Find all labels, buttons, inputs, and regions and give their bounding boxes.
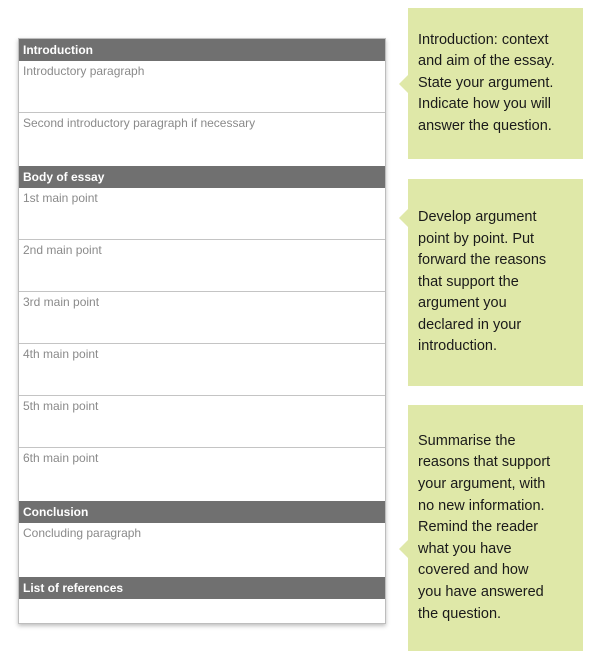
main-point-box-4 (19, 344, 385, 396)
conclusion-note-text: Summarise the reasons that support your argument, with no new information. Remind the reader what you have covered and how you have answered the question. (418, 432, 551, 622)
main-point-label-5: 5th main point (23, 399, 99, 413)
introduction-header: Introduction (19, 39, 385, 61)
conclusion-note (408, 405, 583, 651)
body-note (408, 179, 583, 386)
references-box (19, 599, 385, 623)
introductory-paragraph-box (19, 61, 385, 113)
main-point-box-1 (19, 188, 385, 240)
introduction-note-text: Introduction: context and aim of the essay. State your argument. Indicate how you will answer the question. (418, 31, 555, 134)
main-point-label-4: 4th main point (23, 347, 99, 361)
body-note-pointer (399, 209, 408, 227)
body-of-essay-header: Body of essay (19, 166, 385, 188)
list-of-references-header: List of references (19, 577, 385, 599)
main-point-label-3: 3rd main point (23, 295, 100, 309)
concluding-paragraph-box (19, 523, 385, 575)
main-point-box-2 (19, 240, 385, 292)
introduction-note (408, 8, 583, 159)
concluding-paragraph-label: Concluding paragraph (23, 526, 142, 540)
main-point-label-2: 2nd main point (23, 243, 102, 257)
body-note-text: Develop argument point by point. Put forward the reasons that support the argument you declared in your introduction. (418, 208, 547, 355)
main-point-label-6: 6th main point (23, 451, 99, 465)
main-point-box-5 (19, 396, 385, 448)
main-point-label-1: 1st main point (23, 191, 98, 205)
introduction-note-pointer (399, 75, 408, 93)
second-introductory-paragraph-label: Second introductory paragraph if necessary (23, 116, 256, 130)
second-introductory-paragraph-box (19, 113, 385, 165)
conclusion-note-pointer (399, 540, 408, 558)
essay-outline-panel (18, 38, 386, 624)
main-point-box-3 (19, 292, 385, 344)
main-point-box-6 (19, 448, 385, 500)
introductory-paragraph-label: Introductory paragraph (23, 64, 145, 78)
conclusion-header: Conclusion (19, 501, 385, 523)
